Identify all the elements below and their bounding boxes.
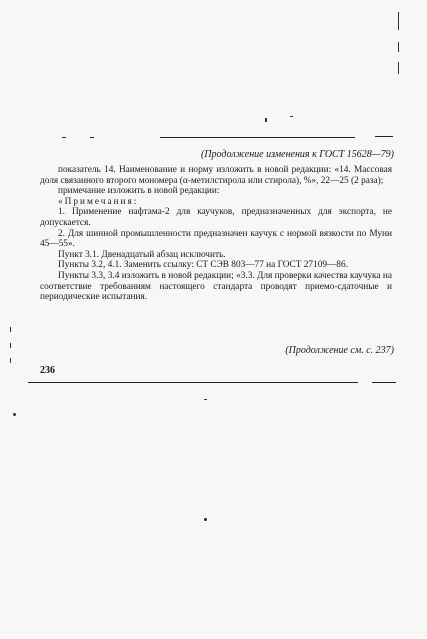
footer-note: (Продолжение см. с. 237) <box>285 345 394 356</box>
note-2: 2. Для шинной промышленности предназначен каучук с нормой вязкости по Муни 45—55». <box>40 228 392 250</box>
scan-mark <box>398 42 399 52</box>
top-rule-segment <box>375 136 393 137</box>
top-rule-segment <box>62 137 66 138</box>
notes-heading: «Примечания: <box>58 196 139 207</box>
paragraph-2: примечание изложить в новой редакции: <box>58 186 220 197</box>
paragraph-1: показатель 14. Наименование и норму изложить в новой редакции: «14. Массовая доля связанного второго мономера (α-метилстирола или стирола), %», 22—25 (2 раза); <box>40 165 392 186</box>
scan-mark <box>13 413 16 416</box>
scan-mark <box>10 327 11 332</box>
note-1: 1. Применение нафтама-2 для каучуков, предназначенных для экспорта, не допускается. <box>40 207 392 228</box>
paragraph-clauses-3-3-3-4: Пункты 3.3, 3.4 изложить в новой редакции; «3.3. Для проверки качества каучука на соответствие требованиям настоящего стандарта проводят приемо-сдаточные и периодические испытания. <box>40 270 392 303</box>
bottom-rule-segment <box>372 382 396 383</box>
body-text <box>40 165 392 303</box>
bottom-rule <box>28 382 358 383</box>
header-note: (Продолжение изменения к ГОСТ 15628—79) <box>201 149 394 160</box>
scan-mark <box>290 116 293 117</box>
scan-mark <box>204 399 207 400</box>
scan-mark <box>10 343 11 348</box>
scan-mark <box>398 62 399 74</box>
top-rule-segment <box>90 137 94 138</box>
scan-mark <box>10 358 11 363</box>
top-rule <box>160 137 355 138</box>
paragraph-clause-3-1: Пункт 3.1. Двенадцатый абзац исключить. <box>58 249 226 260</box>
scan-mark <box>398 12 399 30</box>
scan-mark <box>265 118 267 122</box>
scan-mark <box>204 518 207 521</box>
page-number: 236 <box>40 365 55 376</box>
paragraph-clauses-3-2-4-1: Пункты 3.2, 4.1. Заменить ссылку: СТ СЭВ 803—77 на ГОСТ 27109—86. <box>58 260 348 271</box>
